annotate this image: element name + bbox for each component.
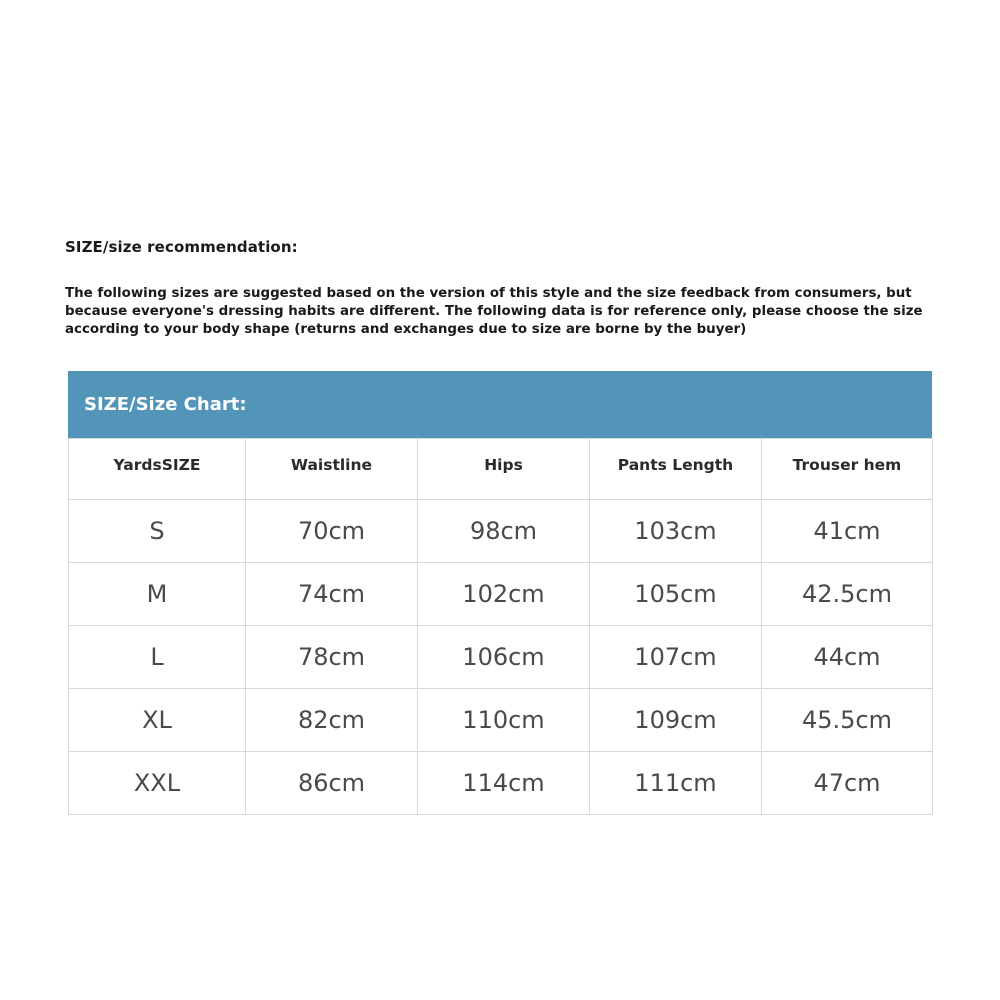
pants-length-cell: 105cm [590,563,762,626]
waistline-cell: 86cm [246,752,418,815]
waistline-cell: 70cm [246,500,418,563]
size-cell: XXL [69,752,246,815]
trouser-hem-cell: 42.5cm [762,563,933,626]
pants-length-cell: 107cm [590,626,762,689]
column-header-pants-length: Pants Length [590,439,762,500]
trouser-hem-cell: 44cm [762,626,933,689]
table-header-row [69,439,933,500]
trouser-hem-cell: 47cm [762,752,933,815]
trouser-hem-cell: 41cm [762,500,933,563]
table-row [69,689,933,752]
waistline-cell: 74cm [246,563,418,626]
size-cell: M [69,563,246,626]
pants-length-cell: 103cm [590,500,762,563]
size-cell: S [69,500,246,563]
size-table [68,438,933,815]
size-intro-text: The following sizes are suggested based on the version of this style and the size feedback from consumers, but because everyone's dressing habits are different. The following data is for reference only, please choose the size according to your body shape (returns and exchanges due to size are borne by the buyer) [65,286,923,337]
hips-cell: 110cm [418,689,590,752]
waistline-cell: 82cm [246,689,418,752]
table-row [69,563,933,626]
table-row [69,752,933,815]
size-chart [68,371,932,815]
pants-length-cell: 111cm [590,752,762,815]
page-heading: SIZE/size recommendation: [65,238,298,256]
table-row [69,500,933,563]
hips-cell: 102cm [418,563,590,626]
trouser-hem-cell: 45.5cm [762,689,933,752]
hips-cell: 98cm [418,500,590,563]
column-header-size: YardsSIZE [69,439,246,500]
hips-cell: 106cm [418,626,590,689]
column-header-hips: Hips [418,439,590,500]
waistline-cell: 78cm [246,626,418,689]
size-chart-title: SIZE/Size Chart: [84,394,247,415]
table-row [69,626,933,689]
column-header-trouser-hem: Trouser hem [762,439,933,500]
size-cell: L [69,626,246,689]
size-chart-title-bar [68,371,932,438]
size-cell: XL [69,689,246,752]
column-header-waistline: Waistline [246,439,418,500]
pants-length-cell: 109cm [590,689,762,752]
hips-cell: 114cm [418,752,590,815]
